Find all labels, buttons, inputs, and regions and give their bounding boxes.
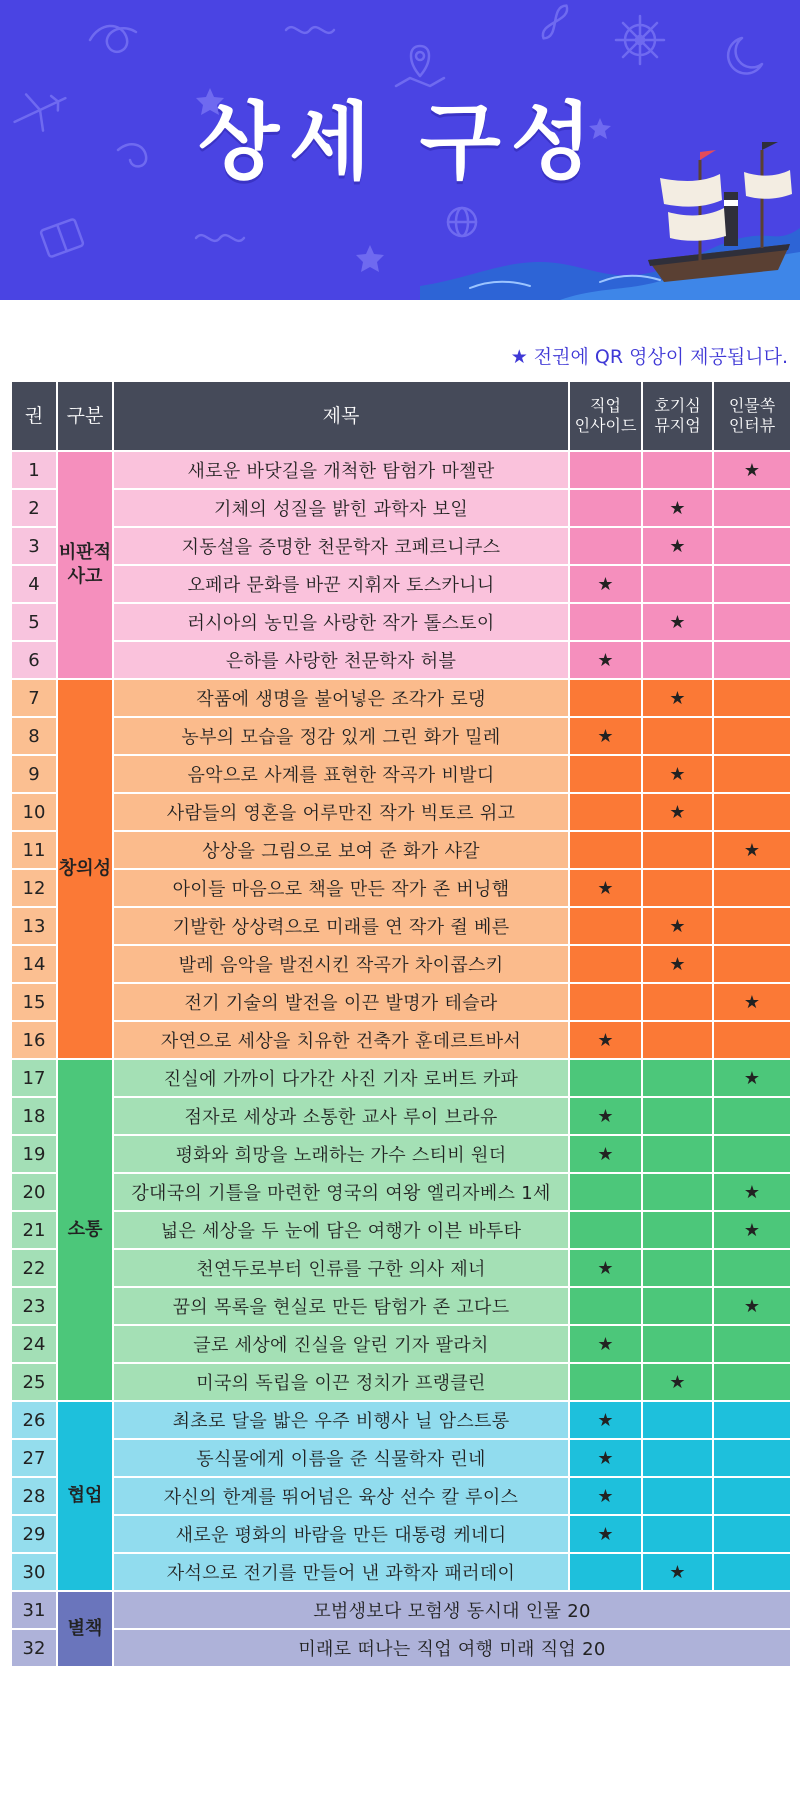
feature-cell bbox=[642, 1515, 713, 1553]
table-row bbox=[11, 1515, 791, 1553]
table-row bbox=[11, 1173, 791, 1211]
feature-cell bbox=[713, 1363, 791, 1401]
table-row bbox=[11, 1211, 791, 1249]
feature-cell bbox=[713, 565, 791, 603]
feature-cell bbox=[569, 1021, 642, 1059]
book-title: 글로 세상에 진실을 알린 기자 팔라치 bbox=[113, 1325, 569, 1363]
category-label: 협업 bbox=[67, 1485, 103, 1506]
table-row bbox=[11, 1135, 791, 1173]
star-icon: ★ bbox=[597, 1105, 614, 1127]
composition-table bbox=[10, 380, 792, 1668]
table-row bbox=[11, 793, 791, 831]
volume-number: 18 bbox=[11, 1097, 57, 1135]
feature-cell bbox=[642, 1325, 713, 1363]
feature-cell bbox=[713, 945, 791, 983]
category-cell bbox=[57, 451, 113, 679]
feature-cell bbox=[713, 603, 791, 641]
table-row bbox=[11, 831, 791, 869]
feature-cell bbox=[713, 1021, 791, 1059]
feature-cell bbox=[642, 1363, 713, 1401]
book-title: 음악으로 사계를 표현한 작곡가 비발디 bbox=[113, 755, 569, 793]
header-category: 구분 bbox=[57, 381, 113, 451]
category-cell bbox=[57, 1059, 113, 1401]
volume-number: 14 bbox=[11, 945, 57, 983]
swirl-decoration bbox=[90, 26, 136, 52]
feature-cell bbox=[569, 527, 642, 565]
feature-cell bbox=[713, 983, 791, 1021]
feature-cell bbox=[642, 1097, 713, 1135]
book-title: 꿈의 목록을 현실로 만든 탐험가 존 고다드 bbox=[113, 1287, 569, 1325]
feature-cell bbox=[569, 1477, 642, 1515]
feature-cell bbox=[569, 603, 642, 641]
moon-icon bbox=[728, 38, 762, 74]
star-icon: ★ bbox=[743, 459, 761, 481]
star-icon: ★ bbox=[743, 839, 761, 861]
table-row bbox=[11, 1477, 791, 1515]
feature-cell bbox=[713, 1477, 791, 1515]
book-title: 자신의 한계를 뛰어넘은 육상 선수 칼 루이스 bbox=[113, 1477, 569, 1515]
book-title: 점자로 세상과 소통한 교사 루이 브라유 bbox=[113, 1097, 569, 1135]
squiggle-decoration bbox=[286, 27, 334, 33]
feature-cell bbox=[713, 755, 791, 793]
feature-cell bbox=[569, 1135, 642, 1173]
feature-cell bbox=[642, 1477, 713, 1515]
category-cell bbox=[57, 1591, 113, 1667]
table-row bbox=[11, 1325, 791, 1363]
book-title: 최초로 달을 밟은 우주 비행사 닐 암스트롱 bbox=[113, 1401, 569, 1439]
feature-cell bbox=[713, 1059, 791, 1097]
star-icon: ★ bbox=[597, 1333, 614, 1355]
feature-cell bbox=[713, 1325, 791, 1363]
book-title: 상상을 그림으로 보여 준 화가 샤갈 bbox=[113, 831, 569, 869]
feature-cell bbox=[713, 907, 791, 945]
volume-number: 15 bbox=[11, 983, 57, 1021]
volume-number: 3 bbox=[11, 527, 57, 565]
table-row bbox=[11, 907, 791, 945]
volume-number: 5 bbox=[11, 603, 57, 641]
book-title: 기발한 상상력으로 미래를 연 작가 쥘 베른 bbox=[113, 907, 569, 945]
star-icon: ★ bbox=[669, 687, 686, 709]
table-row bbox=[11, 1439, 791, 1477]
feature-cell bbox=[713, 717, 791, 755]
star-icon: ★ bbox=[597, 725, 614, 747]
volume-number: 19 bbox=[11, 1135, 57, 1173]
feature-cell bbox=[642, 983, 713, 1021]
star-icon: ★ bbox=[597, 877, 614, 899]
volume-number: 23 bbox=[11, 1287, 57, 1325]
star-icon: ★ bbox=[743, 1219, 761, 1241]
book-title: 새로운 평화의 바람을 만든 대통령 케네디 bbox=[113, 1515, 569, 1553]
category-label: 사고 bbox=[67, 566, 103, 587]
book-title: 천연두로부터 인류를 구한 의사 제너 bbox=[113, 1249, 569, 1287]
table-row bbox=[11, 983, 791, 1021]
feature-cell bbox=[642, 1553, 713, 1591]
feature-cell bbox=[569, 1401, 642, 1439]
feature-cell bbox=[713, 1401, 791, 1439]
table-row bbox=[11, 717, 791, 755]
feature-cell bbox=[569, 565, 642, 603]
star-icon: ★ bbox=[743, 1181, 761, 1203]
qr-notice bbox=[511, 344, 788, 370]
book-title: 모범생보다 모험생 동시대 인물 20 bbox=[113, 1591, 791, 1629]
category-label: 소통 bbox=[67, 1219, 103, 1240]
feature-cell bbox=[642, 489, 713, 527]
feature-cell bbox=[569, 717, 642, 755]
star-icon: ★ bbox=[669, 497, 686, 519]
feature-cell bbox=[642, 1021, 713, 1059]
header-job-inside: 직업 인사이드 bbox=[569, 381, 642, 451]
feature-cell bbox=[569, 755, 642, 793]
volume-number: 25 bbox=[11, 1363, 57, 1401]
feature-cell bbox=[713, 527, 791, 565]
book-title: 러시아의 농민을 사랑한 작가 톨스토이 bbox=[113, 603, 569, 641]
table-row bbox=[11, 603, 791, 641]
feature-cell bbox=[569, 1211, 642, 1249]
feature-cell bbox=[713, 1173, 791, 1211]
book-title: 지동설을 증명한 천문학자 코페르니쿠스 bbox=[113, 527, 569, 565]
table-row bbox=[11, 1021, 791, 1059]
table-row bbox=[11, 679, 791, 717]
feature-cell bbox=[642, 1135, 713, 1173]
feature-cell bbox=[642, 907, 713, 945]
feature-cell bbox=[642, 793, 713, 831]
table-row bbox=[11, 945, 791, 983]
feature-cell bbox=[569, 1097, 642, 1135]
feature-cell bbox=[642, 451, 713, 489]
book-title: 강대국의 기틀을 마련한 영국의 여왕 엘리자베스 1세 bbox=[113, 1173, 569, 1211]
feature-cell bbox=[569, 641, 642, 679]
table-row bbox=[11, 1553, 791, 1591]
feature-cell bbox=[642, 945, 713, 983]
table-row bbox=[11, 869, 791, 907]
star-icon: ★ bbox=[669, 915, 686, 937]
volume-number: 21 bbox=[11, 1211, 57, 1249]
volume-number: 17 bbox=[11, 1059, 57, 1097]
book-title: 새로운 바닷길을 개척한 탐험가 마젤란 bbox=[113, 451, 569, 489]
map-pin-icon bbox=[396, 46, 444, 86]
feature-cell bbox=[642, 1287, 713, 1325]
star-icon: ★ bbox=[597, 1143, 614, 1165]
feature-cell bbox=[569, 945, 642, 983]
book-title: 은하를 사랑한 천문학자 허블 bbox=[113, 641, 569, 679]
feature-cell bbox=[642, 641, 713, 679]
table-row bbox=[11, 1629, 791, 1667]
book-title: 넓은 세상을 두 눈에 담은 여행가 이븐 바투타 bbox=[113, 1211, 569, 1249]
feature-cell bbox=[569, 869, 642, 907]
book-title: 전기 기술의 발전을 이끈 발명가 테슬라 bbox=[113, 983, 569, 1021]
book-icon bbox=[40, 219, 83, 258]
qr-notice-text: 전권에 QR 영상이 제공됩니다. bbox=[533, 346, 788, 368]
feature-cell bbox=[642, 603, 713, 641]
volume-number: 7 bbox=[11, 679, 57, 717]
feature-cell bbox=[569, 983, 642, 1021]
feature-cell bbox=[569, 831, 642, 869]
book-title: 아이들 마음으로 책을 만든 작가 존 버닝햄 bbox=[113, 869, 569, 907]
book-title: 진실에 가까이 다가간 사진 기자 로버트 카파 bbox=[113, 1059, 569, 1097]
volume-number: 4 bbox=[11, 565, 57, 603]
feature-cell bbox=[713, 451, 791, 489]
star-icon: ★ bbox=[743, 1067, 761, 1089]
volume-number: 28 bbox=[11, 1477, 57, 1515]
star-icon: ★ bbox=[669, 801, 686, 823]
feature-cell bbox=[569, 1325, 642, 1363]
category-label: 비판적 bbox=[58, 542, 112, 563]
book-title: 기체의 성질을 밝힌 과학자 보일 bbox=[113, 489, 569, 527]
feature-cell bbox=[713, 1439, 791, 1477]
feature-cell bbox=[569, 1059, 642, 1097]
header-banner bbox=[0, 0, 800, 300]
volume-number: 22 bbox=[11, 1249, 57, 1287]
star-icon: ★ bbox=[669, 535, 686, 557]
star-icon: ★ bbox=[597, 1029, 614, 1051]
volume-number: 2 bbox=[11, 489, 57, 527]
book-title: 농부의 모습을 정감 있게 그린 화가 밀레 bbox=[113, 717, 569, 755]
feature-cell bbox=[713, 489, 791, 527]
star-icon: ★ bbox=[669, 763, 686, 785]
table-row bbox=[11, 451, 791, 489]
table-row bbox=[11, 489, 791, 527]
table-body bbox=[11, 451, 791, 1667]
table-row bbox=[11, 527, 791, 565]
volume-number: 12 bbox=[11, 869, 57, 907]
volume-number: 6 bbox=[11, 641, 57, 679]
feature-cell bbox=[569, 1363, 642, 1401]
feature-cell bbox=[713, 869, 791, 907]
feature-cell bbox=[569, 907, 642, 945]
category-label: 별책 bbox=[67, 1618, 103, 1639]
header-volume: 권 bbox=[11, 381, 57, 451]
feature-cell bbox=[713, 1553, 791, 1591]
feature-cell bbox=[569, 1553, 642, 1591]
feature-cell bbox=[642, 1059, 713, 1097]
feature-cell bbox=[569, 793, 642, 831]
volume-number: 32 bbox=[11, 1629, 57, 1667]
table-row bbox=[11, 1287, 791, 1325]
ship-wheel-icon bbox=[616, 16, 664, 64]
table-row bbox=[11, 1249, 791, 1287]
star-decoration bbox=[356, 245, 384, 272]
book-title: 오페라 문화를 바꾼 지휘자 토스카니니 bbox=[113, 565, 569, 603]
star-icon: ★ bbox=[669, 953, 686, 975]
volume-number: 24 bbox=[11, 1325, 57, 1363]
feature-cell bbox=[642, 717, 713, 755]
header-title: 제목 bbox=[113, 381, 569, 451]
feature-cell bbox=[642, 565, 713, 603]
feature-cell bbox=[642, 869, 713, 907]
volume-number: 27 bbox=[11, 1439, 57, 1477]
table-row bbox=[11, 1591, 791, 1629]
volume-number: 11 bbox=[11, 831, 57, 869]
feature-cell bbox=[642, 755, 713, 793]
volume-number: 20 bbox=[11, 1173, 57, 1211]
globe-icon bbox=[448, 208, 476, 236]
book-title: 동식물에게 이름을 준 식물학자 린네 bbox=[113, 1439, 569, 1477]
table-row bbox=[11, 641, 791, 679]
feature-cell bbox=[569, 1173, 642, 1211]
volume-number: 8 bbox=[11, 717, 57, 755]
table-row bbox=[11, 565, 791, 603]
feature-cell bbox=[713, 1211, 791, 1249]
feature-cell bbox=[713, 1097, 791, 1135]
star-icon: ★ bbox=[597, 1447, 614, 1469]
star-icon: ★ bbox=[597, 1523, 614, 1545]
feature-cell bbox=[713, 641, 791, 679]
feature-cell bbox=[713, 1249, 791, 1287]
book-title: 평화와 희망을 노래하는 가수 스티비 원더 bbox=[113, 1135, 569, 1173]
table-row bbox=[11, 1363, 791, 1401]
star-icon: ★ bbox=[669, 1371, 686, 1393]
star-icon: ★ bbox=[597, 1409, 614, 1431]
category-cell bbox=[57, 1401, 113, 1591]
header-curiosity-museum: 호기심 뮤지엄 bbox=[642, 381, 713, 451]
book-title: 작품에 생명을 불어넣은 조각가 로댕 bbox=[113, 679, 569, 717]
feature-cell bbox=[642, 1211, 713, 1249]
feature-cell bbox=[569, 1249, 642, 1287]
book-title: 자석으로 전기를 만들어 낸 과학자 패러데이 bbox=[113, 1553, 569, 1591]
book-title: 사람들의 영혼을 어루만진 작가 빅토르 위고 bbox=[113, 793, 569, 831]
star-icon: ★ bbox=[743, 1295, 761, 1317]
volume-number: 16 bbox=[11, 1021, 57, 1059]
table-row bbox=[11, 1097, 791, 1135]
feature-cell bbox=[569, 679, 642, 717]
feature-cell bbox=[569, 1287, 642, 1325]
volume-number: 30 bbox=[11, 1553, 57, 1591]
star-icon: ★ bbox=[743, 991, 761, 1013]
header-person-interview: 인물쏙 인터뷰 bbox=[713, 381, 791, 451]
feature-cell bbox=[569, 489, 642, 527]
feature-cell bbox=[713, 793, 791, 831]
volume-number: 31 bbox=[11, 1591, 57, 1629]
feature-cell bbox=[642, 1401, 713, 1439]
feature-cell bbox=[642, 831, 713, 869]
category-label: 창의성 bbox=[58, 858, 112, 879]
feature-cell bbox=[569, 451, 642, 489]
book-title: 발레 음악을 발전시킨 작곡가 차이콥스키 bbox=[113, 945, 569, 983]
feature-cell bbox=[713, 679, 791, 717]
star-icon: ★ bbox=[597, 1485, 614, 1507]
table-row bbox=[11, 1401, 791, 1439]
category-cell bbox=[57, 679, 113, 1059]
squiggle-decoration bbox=[196, 235, 244, 241]
feature-cell bbox=[642, 1439, 713, 1477]
feature-cell bbox=[642, 679, 713, 717]
star-icon: ★ bbox=[597, 1257, 614, 1279]
table-row bbox=[11, 755, 791, 793]
feature-cell bbox=[642, 1249, 713, 1287]
book-title: 자연으로 세상을 치유한 건축가 훈데르트바서 bbox=[113, 1021, 569, 1059]
feature-cell bbox=[642, 527, 713, 565]
feature-cell bbox=[713, 1135, 791, 1173]
feature-cell bbox=[642, 1173, 713, 1211]
table-header-row bbox=[11, 381, 791, 451]
volume-number: 9 bbox=[11, 755, 57, 793]
star-icon: ★ bbox=[669, 1561, 686, 1583]
feature-cell bbox=[569, 1439, 642, 1477]
dna-icon bbox=[540, 3, 570, 40]
feature-cell bbox=[569, 1515, 642, 1553]
feature-cell bbox=[713, 1515, 791, 1553]
volume-number: 1 bbox=[11, 451, 57, 489]
volume-number: 13 bbox=[11, 907, 57, 945]
page-title: 상세 구성 bbox=[198, 93, 602, 191]
star-icon: ★ bbox=[669, 611, 686, 633]
book-title: 미래로 떠나는 직업 여행 미래 직업 20 bbox=[113, 1629, 791, 1667]
volume-number: 29 bbox=[11, 1515, 57, 1553]
star-icon: ★ bbox=[597, 649, 614, 671]
feature-cell bbox=[713, 831, 791, 869]
star-icon: ★ bbox=[510, 346, 528, 368]
feature-cell bbox=[713, 1287, 791, 1325]
volume-number: 26 bbox=[11, 1401, 57, 1439]
volume-number: 10 bbox=[11, 793, 57, 831]
book-title: 미국의 독립을 이끈 정치가 프랭클린 bbox=[113, 1363, 569, 1401]
star-icon: ★ bbox=[597, 573, 614, 595]
table-row bbox=[11, 1059, 791, 1097]
